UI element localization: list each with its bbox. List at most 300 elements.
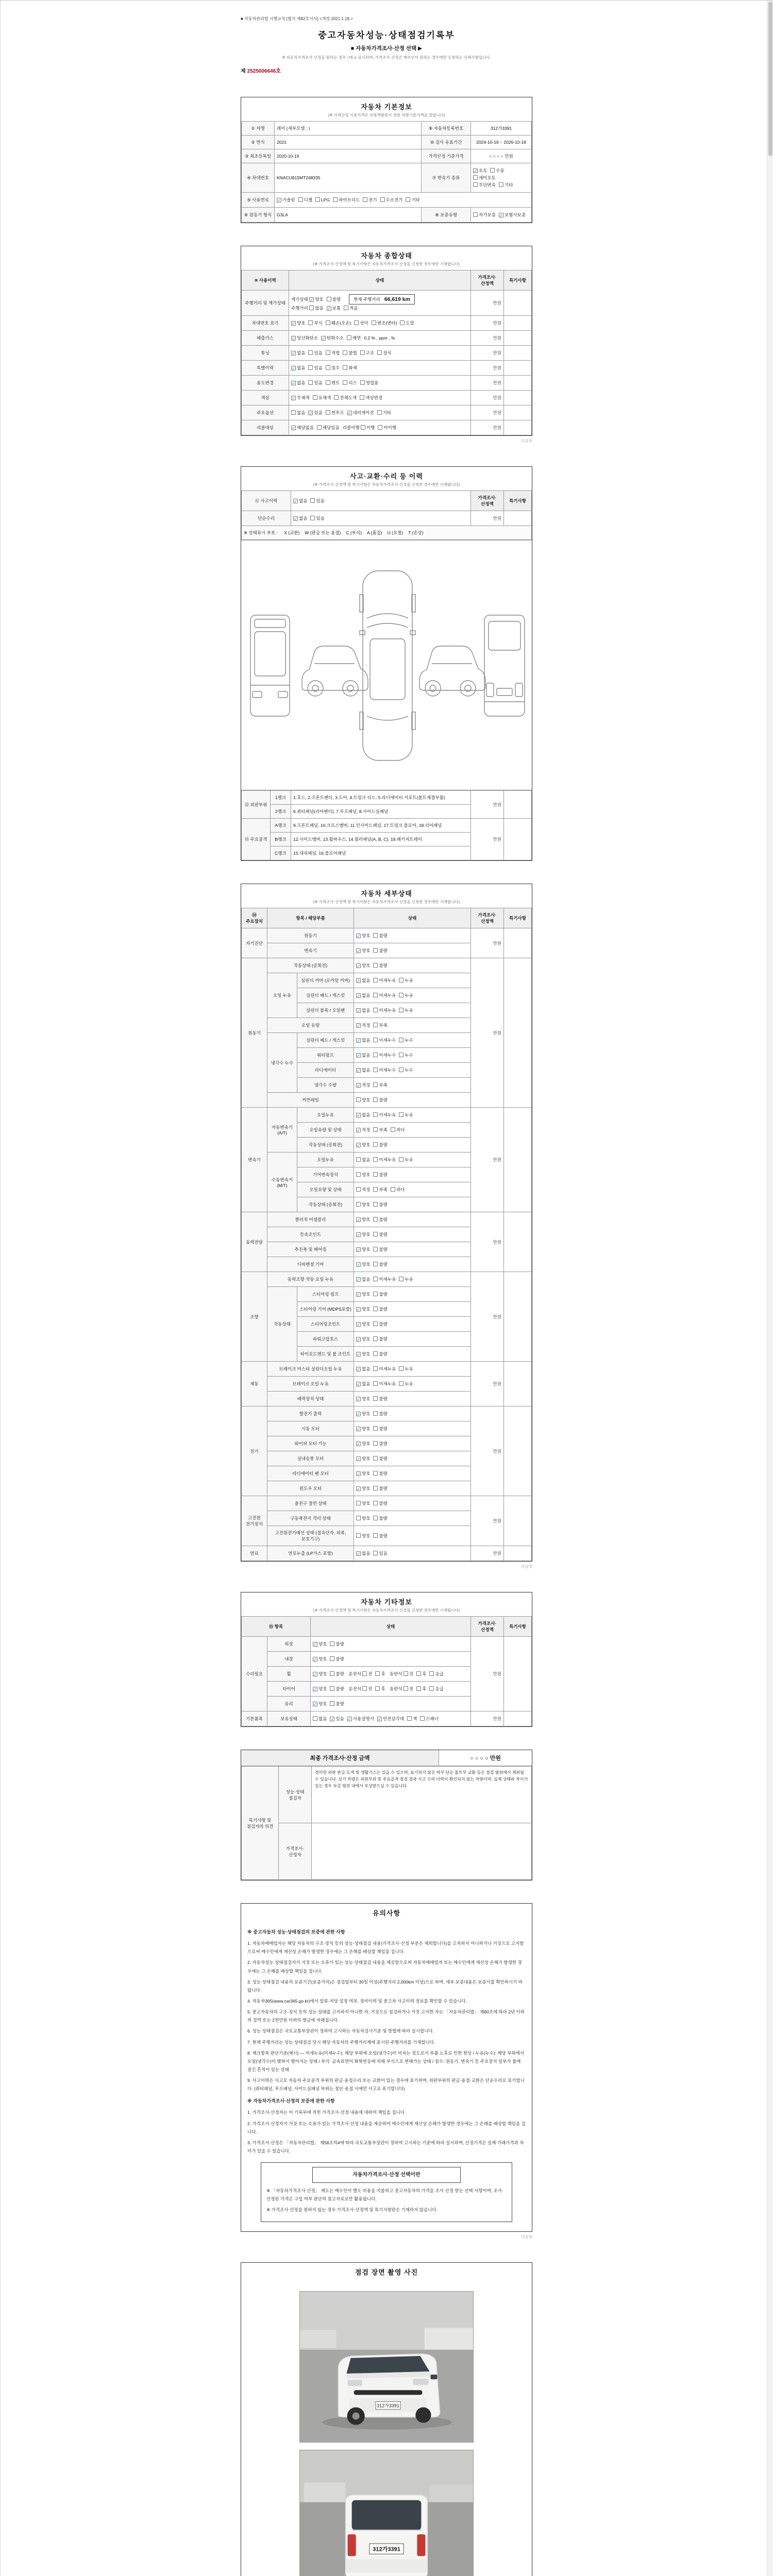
- checkbox-option[interactable]: [344, 305, 358, 311]
- scrollbar[interactable]: [767, 1, 773, 2576]
- checkbox[interactable]: [291, 410, 296, 415]
- checkbox-option[interactable]: [399, 1366, 413, 1372]
- checkbox[interactable]: [373, 933, 378, 938]
- checkbox[interactable]: [373, 1533, 378, 1538]
- checkbox-option[interactable]: [404, 1671, 413, 1677]
- checkbox-option[interactable]: [313, 395, 331, 401]
- checkbox[interactable]: [373, 1292, 378, 1296]
- checkbox-option[interactable]: [362, 1686, 372, 1692]
- checkbox[interactable]: [399, 1366, 404, 1371]
- checkbox-option[interactable]: [362, 1671, 372, 1677]
- checkbox[interactable]: [404, 1671, 408, 1676]
- checkbox[interactable]: [373, 1336, 378, 1341]
- checkbox[interactable]: ✓: [357, 1053, 361, 1058]
- checkbox-option[interactable]: [373, 1515, 387, 1521]
- checkbox-option[interactable]: [308, 320, 322, 326]
- checkbox-option[interactable]: [310, 515, 324, 521]
- checkbox-option[interactable]: [361, 425, 375, 431]
- checkbox[interactable]: ✓: [292, 351, 296, 356]
- checkbox[interactable]: ✓: [357, 1337, 361, 1342]
- checkbox-option[interactable]: [406, 197, 419, 203]
- checkbox[interactable]: [416, 1686, 421, 1691]
- checkbox-option[interactable]: [326, 380, 340, 386]
- checkbox-option[interactable]: [356, 1306, 370, 1312]
- checkbox[interactable]: [373, 1187, 378, 1192]
- checkbox-option[interactable]: [293, 498, 307, 504]
- checkbox-option[interactable]: [356, 977, 370, 984]
- checkbox-option[interactable]: [373, 1455, 387, 1462]
- checkbox-option[interactable]: [404, 1686, 413, 1692]
- checkbox-option[interactable]: [330, 1671, 344, 1677]
- checkbox-option[interactable]: [373, 1470, 387, 1477]
- checkbox-option[interactable]: [356, 1231, 370, 1238]
- checkbox[interactable]: ✓: [357, 1217, 361, 1223]
- checkbox-option[interactable]: [327, 305, 341, 311]
- checkbox-option[interactable]: [333, 197, 360, 203]
- checkbox-option[interactable]: [356, 962, 370, 969]
- checkbox-option[interactable]: [473, 182, 496, 188]
- checkbox[interactable]: ✓: [357, 963, 361, 969]
- checkbox-option[interactable]: [399, 1007, 413, 1013]
- checkbox[interactable]: [373, 1551, 378, 1555]
- checkbox[interactable]: ✓: [357, 1486, 361, 1492]
- checkbox[interactable]: [334, 395, 339, 400]
- checkbox[interactable]: ✓: [357, 1008, 361, 1013]
- checkbox-option[interactable]: [291, 335, 318, 341]
- checkbox-option[interactable]: [373, 1261, 387, 1267]
- checkbox-option[interactable]: [356, 1381, 370, 1387]
- checkbox-option[interactable]: [473, 167, 487, 174]
- checkbox[interactable]: ✓: [357, 934, 361, 939]
- checkbox[interactable]: ✓: [357, 1551, 361, 1556]
- checkbox[interactable]: [356, 1501, 361, 1505]
- checkbox[interactable]: ✓: [357, 1113, 361, 1118]
- checkbox[interactable]: [399, 1381, 404, 1386]
- checkbox-option[interactable]: [356, 1246, 370, 1252]
- checkbox-option[interactable]: [473, 175, 496, 181]
- checkbox[interactable]: ✓: [313, 1687, 317, 1692]
- checkbox-option[interactable]: [373, 1037, 396, 1043]
- checkbox-option[interactable]: [356, 1127, 370, 1133]
- checkbox[interactable]: [373, 948, 378, 953]
- checkbox-option[interactable]: [373, 1306, 387, 1312]
- checkbox[interactable]: ✓: [292, 321, 296, 326]
- checkbox-option[interactable]: [347, 335, 361, 341]
- checkbox-option[interactable]: [308, 365, 322, 371]
- checkbox[interactable]: [317, 425, 322, 430]
- checkbox-option[interactable]: [356, 1142, 370, 1148]
- checkbox-option[interactable]: [313, 1641, 327, 1647]
- checkbox[interactable]: [400, 320, 405, 325]
- checkbox[interactable]: [362, 1686, 367, 1691]
- checkbox-option[interactable]: [293, 515, 307, 521]
- checkbox-option[interactable]: [373, 947, 387, 954]
- checkbox[interactable]: [373, 1038, 378, 1042]
- checkbox[interactable]: ✓: [292, 381, 296, 386]
- checkbox[interactable]: [375, 1671, 380, 1676]
- checkbox-option[interactable]: [356, 1396, 370, 1402]
- checkbox-option[interactable]: [308, 350, 322, 356]
- checkbox-option[interactable]: [356, 1201, 370, 1208]
- checkbox-option[interactable]: [399, 1381, 413, 1387]
- checkbox[interactable]: [343, 365, 347, 370]
- checkbox[interactable]: ✓: [347, 1717, 352, 1722]
- scrollbar-thumb[interactable]: [768, 2, 772, 156]
- checkbox-option[interactable]: [399, 1276, 413, 1282]
- checkbox-option[interactable]: [356, 1455, 370, 1462]
- checkbox-option[interactable]: [356, 1082, 370, 1088]
- checkbox[interactable]: ✓: [292, 366, 296, 371]
- checkbox-option[interactable]: [360, 350, 374, 356]
- checkbox[interactable]: [373, 1277, 378, 1281]
- checkbox[interactable]: [373, 1067, 378, 1072]
- checkbox[interactable]: [361, 425, 365, 430]
- checkbox-option[interactable]: [377, 410, 391, 416]
- checkbox-option[interactable]: [326, 350, 340, 356]
- checkbox[interactable]: [391, 1127, 395, 1132]
- checkbox[interactable]: [373, 978, 378, 982]
- checkbox-option[interactable]: [373, 1550, 387, 1556]
- checkbox[interactable]: ✓: [357, 1232, 361, 1238]
- checkbox-option[interactable]: [373, 1082, 387, 1088]
- checkbox[interactable]: ✓: [357, 1247, 361, 1252]
- checkbox[interactable]: ✓: [277, 198, 281, 203]
- checkbox-option[interactable]: [372, 320, 397, 326]
- checkbox[interactable]: [330, 1686, 334, 1691]
- checkbox[interactable]: ✓: [357, 1143, 361, 1148]
- checkbox[interactable]: ✓: [357, 1068, 361, 1073]
- checkbox-option[interactable]: [373, 1426, 387, 1432]
- checkbox-option[interactable]: [356, 1485, 370, 1492]
- checkbox[interactable]: [356, 1187, 361, 1192]
- checkbox[interactable]: [330, 1671, 334, 1676]
- checkbox[interactable]: ✓: [294, 516, 298, 521]
- checkbox[interactable]: [473, 182, 478, 187]
- checkbox-option[interactable]: [373, 1067, 396, 1073]
- checkbox[interactable]: [373, 993, 378, 997]
- checkbox-option[interactable]: [356, 1321, 370, 1327]
- checkbox[interactable]: [404, 1686, 408, 1691]
- checkbox[interactable]: [315, 197, 320, 202]
- price-survey-select-line[interactable]: ■ 자동차가격조사·산정 선택 ▶: [350, 45, 423, 52]
- checkbox-option[interactable]: [375, 1686, 385, 1692]
- checkbox[interactable]: [373, 1456, 378, 1461]
- checkbox[interactable]: ✓: [357, 1352, 361, 1357]
- checkbox[interactable]: [373, 1262, 378, 1266]
- checkbox-option[interactable]: [330, 1641, 344, 1647]
- checkbox[interactable]: ✓: [357, 1083, 361, 1088]
- checkbox[interactable]: [373, 1411, 378, 1416]
- checkbox[interactable]: [373, 1471, 378, 1476]
- checkbox[interactable]: [327, 297, 331, 301]
- checkbox[interactable]: [373, 1008, 378, 1012]
- checkbox[interactable]: [406, 197, 410, 202]
- checkbox[interactable]: [373, 1516, 378, 1520]
- checkbox-option[interactable]: [356, 1470, 370, 1477]
- checkbox[interactable]: [373, 963, 378, 968]
- checkbox[interactable]: [391, 1187, 395, 1192]
- checkbox-option[interactable]: [373, 1440, 387, 1447]
- checkbox[interactable]: [373, 1127, 378, 1132]
- checkbox[interactable]: [373, 1217, 378, 1222]
- checkbox-option[interactable]: [377, 1716, 404, 1722]
- checkbox[interactable]: [373, 1321, 378, 1326]
- checkbox[interactable]: [373, 1426, 378, 1431]
- checkbox-option[interactable]: [373, 1411, 387, 1417]
- checkbox-option[interactable]: [373, 1500, 387, 1506]
- checkbox[interactable]: [373, 1501, 378, 1505]
- checkbox[interactable]: [373, 1053, 378, 1057]
- checkbox-option[interactable]: [334, 395, 357, 401]
- checkbox[interactable]: [373, 1142, 378, 1147]
- checkbox[interactable]: ✓: [357, 1382, 361, 1387]
- checkbox-option[interactable]: [373, 1187, 387, 1193]
- checkbox[interactable]: [416, 1671, 421, 1676]
- checkbox-option[interactable]: [354, 320, 368, 326]
- checkbox-option[interactable]: [356, 1112, 370, 1118]
- checkbox-option[interactable]: [399, 977, 413, 984]
- checkbox-option[interactable]: [343, 365, 357, 371]
- checkbox[interactable]: [333, 197, 338, 202]
- checkbox[interactable]: [373, 1441, 378, 1446]
- checkbox[interactable]: [377, 410, 382, 415]
- checkbox-option[interactable]: [429, 1686, 443, 1692]
- checkbox-option[interactable]: [356, 933, 370, 939]
- checkbox[interactable]: [499, 182, 503, 187]
- checkbox-option[interactable]: [356, 1067, 370, 1073]
- checkbox[interactable]: [373, 1351, 378, 1356]
- checkbox-option[interactable]: [373, 977, 396, 984]
- checkbox[interactable]: ✓: [313, 1657, 317, 1662]
- checkbox[interactable]: [326, 365, 330, 370]
- checkbox-option[interactable]: [373, 1201, 387, 1208]
- checkbox-option[interactable]: [373, 1291, 387, 1297]
- checkbox[interactable]: [360, 395, 364, 400]
- checkbox-option[interactable]: [373, 1172, 387, 1178]
- checkbox-option[interactable]: [321, 335, 344, 341]
- checkbox-option[interactable]: [360, 380, 379, 386]
- checkbox[interactable]: [429, 1686, 434, 1691]
- checkbox-option[interactable]: [373, 1321, 387, 1327]
- checkbox-option[interactable]: [291, 365, 305, 371]
- checkbox-option[interactable]: [313, 1686, 327, 1692]
- checkbox-option[interactable]: [326, 410, 344, 416]
- checkbox-option[interactable]: [356, 1097, 370, 1103]
- checkbox[interactable]: ✓: [357, 1471, 361, 1477]
- checkbox[interactable]: ✓: [499, 213, 503, 218]
- checkbox[interactable]: [309, 306, 314, 310]
- checkbox-option[interactable]: [356, 1411, 370, 1417]
- checkbox-option[interactable]: [373, 1246, 387, 1252]
- checkbox-option[interactable]: [373, 1366, 396, 1372]
- checkbox[interactable]: [363, 197, 367, 202]
- checkbox[interactable]: ✓: [357, 1427, 361, 1432]
- checkbox[interactable]: [373, 1396, 378, 1401]
- checkbox[interactable]: ✓: [357, 1277, 361, 1282]
- checkbox-option[interactable]: [373, 1336, 387, 1342]
- checkbox-option[interactable]: [291, 350, 305, 356]
- checkbox[interactable]: ✓: [313, 1642, 317, 1647]
- checkbox-option[interactable]: [310, 498, 324, 504]
- checkbox-option[interactable]: [499, 182, 513, 188]
- checkbox-option[interactable]: [378, 425, 396, 431]
- checkbox-option[interactable]: [473, 212, 496, 218]
- checkbox-option[interactable]: [356, 1550, 370, 1556]
- checkbox[interactable]: [356, 1533, 361, 1538]
- checkbox[interactable]: ✓: [292, 426, 296, 431]
- checkbox-option[interactable]: [356, 1291, 370, 1297]
- checkbox-option[interactable]: [291, 425, 314, 431]
- checkbox[interactable]: ✓: [313, 1672, 317, 1677]
- checkbox[interactable]: [429, 1671, 434, 1676]
- checkbox[interactable]: [377, 350, 382, 355]
- checkbox[interactable]: [490, 168, 495, 173]
- checkbox[interactable]: [399, 978, 404, 982]
- checkbox-option[interactable]: [373, 1142, 387, 1148]
- checkbox-option[interactable]: [356, 1052, 370, 1058]
- checkbox-option[interactable]: [356, 1216, 370, 1223]
- checkbox[interactable]: [354, 320, 359, 325]
- checkbox[interactable]: ✓: [322, 336, 326, 341]
- checkbox-option[interactable]: [373, 992, 396, 998]
- checkbox[interactable]: [473, 175, 478, 180]
- checkbox-option[interactable]: [326, 365, 340, 371]
- checkbox-option[interactable]: [373, 1533, 387, 1539]
- checkbox[interactable]: [420, 1716, 425, 1721]
- checkbox-option[interactable]: [356, 1276, 370, 1282]
- checkbox-option[interactable]: [343, 380, 357, 386]
- checkbox-option[interactable]: [356, 1037, 370, 1043]
- checkbox-option[interactable]: [291, 395, 310, 401]
- checkbox[interactable]: ✓: [327, 306, 331, 311]
- checkbox[interactable]: [344, 306, 348, 310]
- checkbox-option[interactable]: [377, 350, 391, 356]
- checkbox-option[interactable]: [356, 1172, 370, 1178]
- checkbox-option[interactable]: [363, 197, 377, 203]
- checkbox-option[interactable]: [490, 167, 504, 174]
- checkbox[interactable]: ✓: [357, 1322, 361, 1327]
- checkbox[interactable]: [373, 1486, 378, 1490]
- checkbox-option[interactable]: [356, 1426, 370, 1432]
- checkbox[interactable]: [407, 1716, 412, 1721]
- checkbox-option[interactable]: [330, 1656, 344, 1662]
- checkbox[interactable]: ✓: [357, 1442, 361, 1447]
- checkbox-option[interactable]: [407, 1716, 417, 1722]
- checkbox-option[interactable]: [356, 1022, 370, 1028]
- checkbox-option[interactable]: [291, 380, 305, 386]
- checkbox-option[interactable]: [399, 1067, 413, 1073]
- checkbox-option[interactable]: [373, 962, 387, 969]
- checkbox-option[interactable]: [356, 1007, 370, 1013]
- checkbox-option[interactable]: [373, 1007, 396, 1013]
- checkbox[interactable]: [373, 1307, 378, 1311]
- checkbox-option[interactable]: [373, 1157, 396, 1163]
- checkbox-option[interactable]: [330, 1701, 344, 1707]
- checkbox-option[interactable]: [356, 1366, 370, 1372]
- checkbox-option[interactable]: [373, 1396, 387, 1402]
- checkbox-option[interactable]: [356, 1440, 370, 1447]
- checkbox-option[interactable]: [343, 350, 357, 356]
- checkbox-option[interactable]: [420, 1716, 439, 1722]
- checkbox[interactable]: [326, 410, 330, 415]
- checkbox-option[interactable]: [373, 1112, 396, 1118]
- checkbox-option[interactable]: [313, 1716, 327, 1722]
- checkbox[interactable]: [360, 350, 365, 355]
- checkbox-option[interactable]: [330, 1686, 344, 1692]
- checkbox[interactable]: [373, 1172, 378, 1177]
- checkbox[interactable]: [298, 197, 303, 202]
- checkbox-option[interactable]: [499, 212, 526, 218]
- checkbox[interactable]: [373, 1157, 378, 1162]
- checkbox[interactable]: [330, 1656, 334, 1661]
- checkbox[interactable]: [330, 1641, 334, 1646]
- checkbox[interactable]: [356, 1172, 361, 1177]
- checkbox-option[interactable]: [356, 1515, 370, 1521]
- checkbox-option[interactable]: [400, 320, 414, 326]
- checkbox[interactable]: [378, 425, 382, 430]
- checkbox[interactable]: ✓: [357, 1307, 361, 1312]
- checkbox[interactable]: [362, 1671, 367, 1676]
- checkbox-option[interactable]: [356, 1157, 370, 1163]
- checkbox[interactable]: ✓: [347, 411, 352, 416]
- checkbox[interactable]: [343, 350, 347, 355]
- checkbox[interactable]: ✓: [294, 499, 298, 504]
- checkbox[interactable]: [399, 1053, 404, 1057]
- checkbox[interactable]: [347, 335, 351, 340]
- checkbox[interactable]: [399, 993, 404, 997]
- checkbox[interactable]: [356, 1202, 361, 1207]
- checkbox-option[interactable]: [429, 1671, 443, 1677]
- checkbox[interactable]: ✓: [357, 1262, 361, 1267]
- checkbox[interactable]: [310, 516, 315, 520]
- checkbox[interactable]: ✓: [357, 1128, 361, 1133]
- checkbox[interactable]: [399, 1038, 404, 1042]
- checkbox[interactable]: [313, 1716, 317, 1721]
- checkbox-option[interactable]: [360, 395, 382, 401]
- checkbox[interactable]: [373, 1082, 378, 1087]
- checkbox-option[interactable]: [399, 1157, 413, 1163]
- checkbox-option[interactable]: [315, 197, 330, 202]
- checkbox-option[interactable]: [356, 1336, 370, 1342]
- checkbox[interactable]: ✓: [474, 168, 478, 174]
- checkbox-option[interactable]: [356, 1187, 370, 1193]
- checkbox-option[interactable]: [373, 1231, 387, 1238]
- checkbox-option[interactable]: [309, 296, 323, 302]
- checkbox-option[interactable]: [416, 1671, 426, 1677]
- checkbox[interactable]: [330, 1701, 334, 1706]
- checkbox-option[interactable]: [309, 305, 323, 311]
- checkbox[interactable]: [356, 1097, 361, 1102]
- checkbox[interactable]: ✓: [357, 1292, 361, 1297]
- checkbox[interactable]: [308, 350, 313, 355]
- checkbox[interactable]: [356, 1516, 361, 1520]
- checkbox[interactable]: [356, 1157, 361, 1162]
- checkbox[interactable]: ✓: [357, 1038, 361, 1043]
- checkbox[interactable]: [373, 1112, 378, 1117]
- checkbox-option[interactable]: [373, 1097, 387, 1103]
- checkbox-option[interactable]: [373, 933, 387, 939]
- checkbox-option[interactable]: [399, 1112, 413, 1118]
- checkbox-option[interactable]: [373, 1276, 396, 1282]
- checkbox-option[interactable]: [347, 410, 374, 416]
- checkbox[interactable]: ✓: [357, 1397, 361, 1402]
- checkbox[interactable]: ✓: [292, 396, 296, 401]
- checkbox-option[interactable]: [356, 1261, 370, 1267]
- checkbox-option[interactable]: [373, 1052, 396, 1058]
- checkbox-option[interactable]: [375, 1671, 385, 1677]
- checkbox-option[interactable]: [399, 1052, 413, 1058]
- checkbox-option[interactable]: [291, 320, 305, 326]
